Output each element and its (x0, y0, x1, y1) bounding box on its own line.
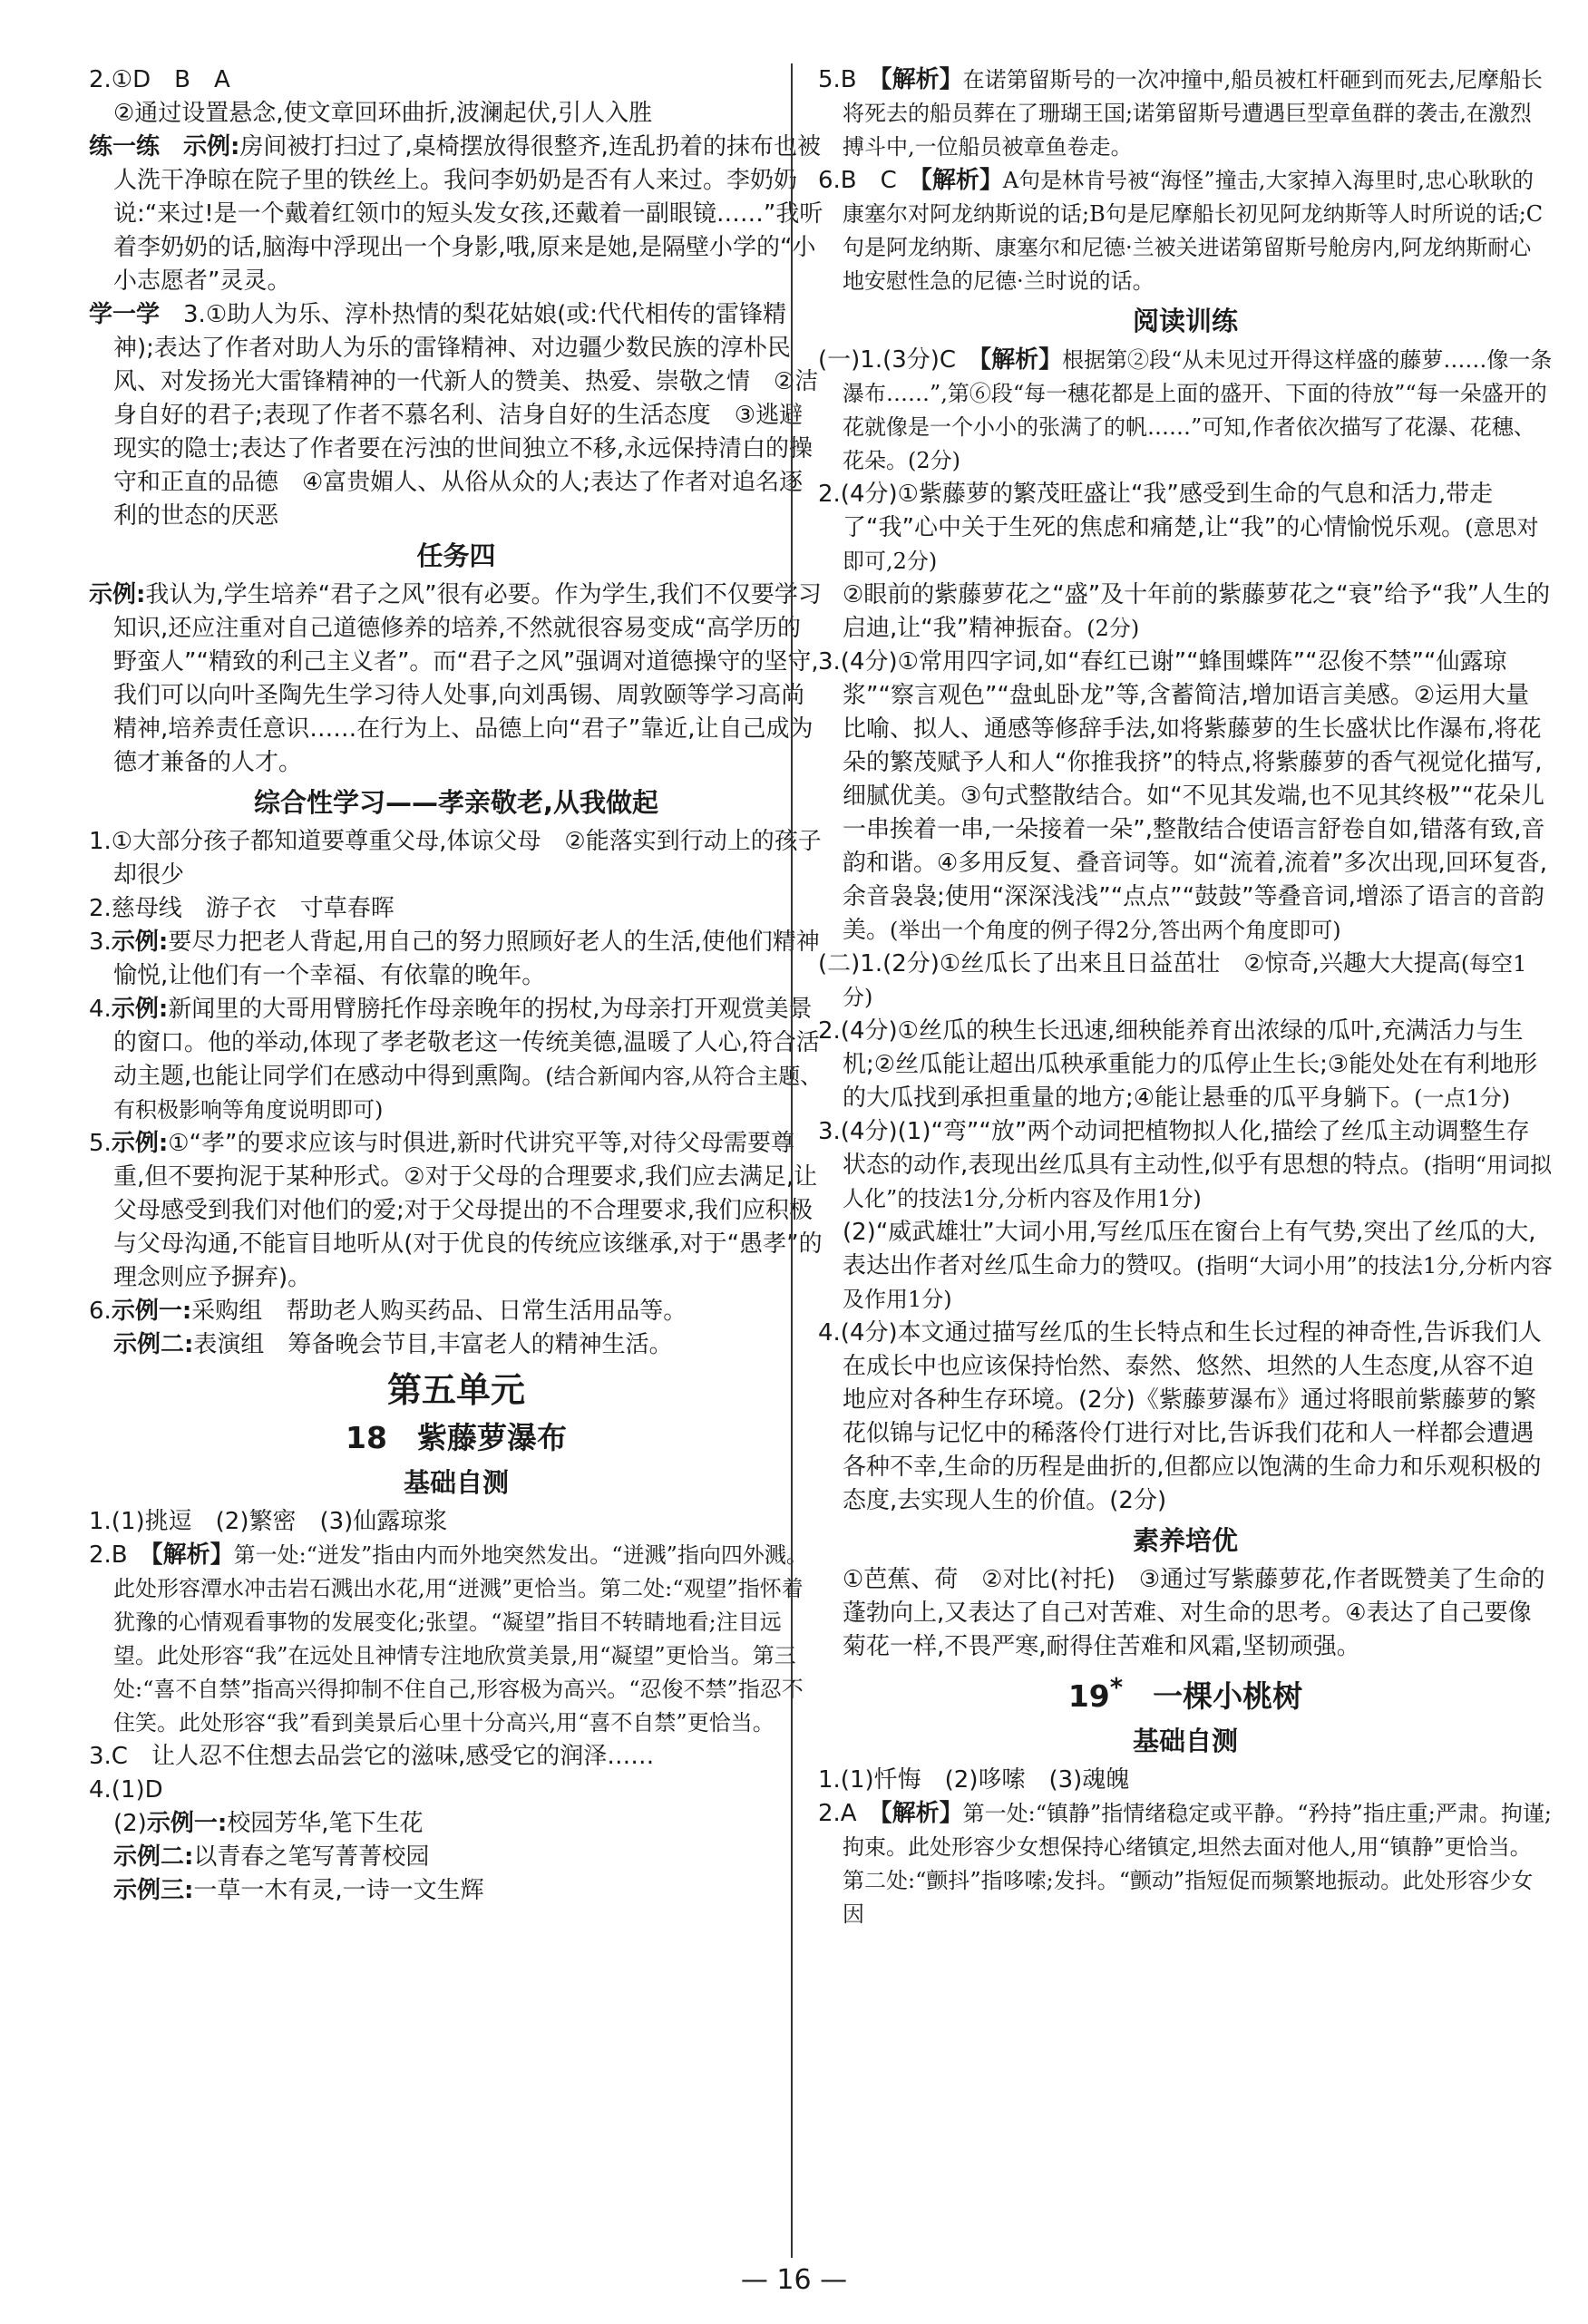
text-run: 2.①D B A (89, 66, 230, 93)
text-run: ②眼前的紫藤萝花之“盛”及十年前的紫藤萝花之“衰”给予“我”人生的启迪,让“我”精神振奋。 (843, 581, 1551, 642)
note-text: 根据第②段“从未见过开得这样盛的藤萝……像一条瀑布……”,第⑥段“每一穗花都是上面的盛开、下面的待放”“每一朵盛开的花就像是一个小小的张满了的帆……”可知,作者依次描写了花瀑、花穗、花朵。(2分) (843, 347, 1553, 473)
answer-item (89, 1127, 823, 1295)
text-run: 采购组 帮助老人购买药品、日常生活用品等。 (191, 1298, 687, 1325)
answer-continuation (89, 1841, 823, 1874)
bold-label: 【解析】 (920, 167, 1003, 194)
note-text: (指明“大词小用”的技法1分,分析内容及作用1分) (843, 1253, 1553, 1312)
text-run: 2.(4分)①紫藤萝的繁茂旺盛让“我”感受到生命的气息和活力,带走了“我”心中关于生死的焦虑和痛楚,让“我”的心情愉悦乐观。 (818, 481, 1494, 541)
text-run: 6.B C (818, 167, 921, 194)
answer-item (818, 948, 1553, 1015)
answer-item (818, 63, 1553, 164)
text-run: 4.(1)D (89, 1776, 163, 1804)
answer-item (818, 478, 1553, 579)
answer-item (89, 825, 823, 892)
text-run: (一)1.(3分)C (818, 346, 980, 374)
answer-item (89, 1295, 823, 1328)
bold-label: 示例: (183, 133, 240, 160)
note-text: A句是林肯号被“海怪”撞击,大家掉入海里时,忠心耿耿的康塞尔对阿龙纳斯说的话;B句是尼摩船长初见阿龙纳斯等人时所说的话;C句是阿龙纳斯、康塞尔和尼德·兰被关进诺第留斯号舱房内,阿龙纳斯耐心地安慰性急的尼德·兰时说的话。 (843, 168, 1544, 294)
answer-item (818, 1317, 1553, 1518)
bold-label: 示例二: (113, 1843, 194, 1871)
text-run: (二)1.(2分)①丝瓜长了出来且日益茁壮 ②惊奇,兴趣大大提高 (818, 950, 1461, 977)
text-run: 一棵小桃树 (1123, 1678, 1303, 1714)
section-heading (89, 1463, 823, 1502)
text-run: ②通过设置悬念,使文章回环曲折,波澜起伏,引人入胜 (113, 100, 653, 127)
text-run: 任务四 (416, 540, 496, 571)
answer-item (818, 344, 1553, 478)
text-run: (2) (113, 1810, 147, 1837)
lesson-title (818, 1666, 1553, 1718)
answer-continuation (89, 1874, 823, 1908)
text-run: ①芭蕉、荷 ②对比(衬托) ③通过写紫藤萝花,作者既赞美了生命的蓬勃向上,又表达了自己对苦难、对生命的思考。④表达了自己要像菊花一样,不畏严寒,耐得住苦难和风霜,坚韧顽强。 (843, 1566, 1545, 1660)
text-run: 3.(4分)(1)“弯”“放”两个动词把植物拟人化,描绘了丝瓜主动调整生存状态的动作,表现出丝瓜具有主动性,似乎有思想的特点。 (818, 1118, 1530, 1179)
section-heading (818, 301, 1553, 341)
right-column (818, 63, 1553, 1931)
bold-label: 示例二: (113, 1331, 194, 1358)
text-run: 基础自测 (1132, 1726, 1238, 1756)
bold-label: 示例一: (146, 1810, 228, 1837)
bold-label: 【解析】 (880, 1800, 963, 1827)
text-run: 4.(4分)本文通过描写丝瓜的生长特点和生长过程的神奇性,告诉我们人在成长中也应该保持怡然、泰然、悠然、坦然的人生态度,从容不迫地应对各种生存环境。(2分)《紫藤萝瀑布》通过将眼前紫藤萝的繁花似锦与记忆中的稀落伶仃进行对比,告诉我们花和人一样都会遭遇各种不幸,生命的历程是曲折的,但都应以饱满的生命力和乐观积极的态度,去实现人生的价值。(2分) (818, 1319, 1542, 1514)
text-run: 阅读训练 (1132, 306, 1238, 336)
text-run: 我认为,学生培养“君子之风”很有必要。作为学生,我们不仅要学习知识,还应注重对自己道德修养的培养,不然就很容易变成“高学历的野蛮人”“精致的利己主义者”。而“君子之风”强调对道德操守的坚守,我们可以向叶圣陶先生学习待人处事,向刘禹锡、周敦颐等学习高尚精神,培养责任意识……在行为上、品德上向“君子”靠近,让自己成为德才兼备的人才。 (113, 581, 822, 776)
text-run: 5.B (818, 66, 881, 93)
text-run: 2.(4分)①丝瓜的秧生长迅速,细秧能养育出浓绿的瓜叶,充满活力与生机;②丝瓜能让超出瓜秧承重能力的瓜停止生长;③能处处在有利地形的大瓜找到承担重量的地方;④能让悬垂的瓜平身躺下。 (818, 1017, 1538, 1112)
answer-item (818, 1764, 1553, 1797)
answer-item (89, 1539, 823, 1740)
bold-label: 示例: (111, 1130, 169, 1157)
text-run: 要尽力把老人背起,用自己的努力照顾好老人的生活,使他们精神愉悦,让他们有一个幸福、有依靠的晚年。 (113, 929, 820, 989)
answer-item (818, 646, 1553, 948)
answer-item (818, 1797, 1553, 1931)
text-run: (2)“威武雄壮”大词小用,写丝瓜压在窗台上有气势,突出了丝瓜的大,表达出作者对丝瓜生命力的赞叹。 (843, 1219, 1536, 1279)
note-text: (一点1分) (1414, 1085, 1511, 1111)
text-run: 综合性学习——孝亲敬老,从我做起 (253, 787, 659, 818)
section-heading (818, 1521, 1553, 1561)
page-number: — 16 — (740, 2264, 848, 2296)
text-run: 3.(4分)①常用四字词,如“春红已谢”“蜂围蝶阵”“忍俊不禁”“仙露琼浆”“察言观色”“盘虬卧龙”等,含蓄简洁,增加语言美感。②运用大量比喻、拟人、通感等修辞手法,如将紫藤萝的生长盛状比作瀑布,将花朵的繁茂赋予人和人“你推我挤”的特点,将紫藤萝的香气视觉化描写,细腻优美。③句式整散结合。如“不见其发端,也不见其终极”“花朵儿一串挨着一串,一朵接着一朵”,整散结合使语言舒卷自如,错落有致,音韵和谐。④多用反复、叠音词等。如“流着,流着”多次出现,回环复沓,余音袅袅;使用“深深浅浅”“点点”“鼓鼓”等叠音词,增添了语言的音韵美。 (818, 648, 1548, 944)
answer-continuation (89, 1328, 823, 1362)
text-run: 2.A (818, 1800, 881, 1827)
answer-continuation (89, 1807, 823, 1841)
text-run: 校园芳华,笔下生花 (227, 1810, 424, 1837)
note-text: 在诺第留斯号的一次冲撞中,船员被杠杆砸到而死去,尼摩船长将死去的船员葬在了珊瑚王国;诺第留斯号遭遇巨型章鱼群的袭击,在激烈搏斗中,一位船员被章鱼卷走。 (843, 67, 1543, 160)
bold-label: 练一练 (89, 133, 184, 160)
text-run: 基础自测 (403, 1467, 509, 1498)
note-text: (结合新闻内容,从符合主题、有积极影响等角度说明即可) (113, 1064, 823, 1123)
bold-label: 示例三: (113, 1877, 194, 1904)
note-text: (2分) (1086, 616, 1140, 641)
text-run: 3.C 让人忍不住想去品尝它的滋味,感受它的润泽…… (89, 1743, 655, 1770)
answer-item (89, 1740, 823, 1774)
answer-item (818, 164, 1553, 298)
text-run: 新闻里的大哥用臂膀托作母亲晚年的拐杖,为母亲打开观赏美景的窗口。他的举动,体现了孝老敬老这一传统美德,温暖了人心,符合活动主题,也能让同学们在感动中得到熏陶。 (113, 996, 820, 1090)
text-run: ①“孝”的要求应该与时俱进,新时代讲究平等,对待父母需要尊重,但不要拘泥于某种形式。②对于父母的合理要求,我们应去满足,让父母感受到我们对他们的爱;对于父母提出的不合理要求,我们应积极与父母沟通,不能盲目地听从(对于优良的传统应该继承,对于“愚孝”的理念则应予摒弃)。 (113, 1130, 823, 1291)
answer-continuation (818, 1216, 1553, 1317)
text-run: 3.①助人为乐、淳朴热情的梨花姑娘(或:代代相传的雷锋精神);表达了作者对助人为乐的雷锋精神、对边疆少数民族的淳朴民风、对发扬光大雷锋精神的一代新人的赞美、热爱、崇敬之情 ②洁身自好的君子;表现了作者不慕名利、洁身自好的生活态度 ③逃避现实的隐士;表达了作者要在污浊的世间独立不移,永远保持清白的操守和正直的品德 ④富贵媚人、从俗从众的人;表达了作者对追名逐利的世态的厌恶 (113, 301, 819, 530)
text-run: 房间被打扫过了,桌椅摆放得很整齐,连乱扔着的抹布也被人洗干净晾在院子里的铁丝上。我问李奶奶是否有人来过。李奶奶说:“来过!是一个戴着红领巾的短头发女孩,还戴着一副眼镜……”我听着李奶奶的话,脑海中浮现出一个身影,哦,原来是她,是隔壁小学的“小小志愿者”灵灵。 (113, 133, 823, 295)
bold-label: 学一学 (89, 301, 184, 328)
text-run: 2.B (89, 1541, 151, 1569)
answer-continuation (818, 579, 1553, 646)
answer-item (818, 1115, 1553, 1216)
bold-label: 示例: (89, 581, 146, 608)
note-text: 第一处:“镇静”指情绪稳定或平静。“矜持”指庄重;严肃。拘谨;拘束。此处形容少女想保持心绪镇定,坦然去面对他人,用“镇静”更恰当。第二处:“颤抖”指哆嗦;发抖。“颤动”指短促而频繁地振动。此处形容少女因 (843, 1801, 1552, 1927)
text-run: 素养培优 (1132, 1525, 1238, 1556)
answer-item (89, 926, 823, 993)
note-text: (举出一个角度的例子得2分,答出两个角度即可) (890, 918, 1341, 943)
text-run: 1.(1)忏悔 (2)哆嗦 (3)魂魄 (818, 1766, 1130, 1794)
note-text: (意思对即可,2分) (843, 515, 1539, 574)
note-text: 第一处:“迸发”指由内而外地突然发出。“迸溅”指向四外溅。此处形容潭水冲击岩石溅出水花,用“迸溅”更恰当。第二处:“观望”指怀着犹豫的心情观看事物的发展变化;张望。“凝望”指目不转睛地看;注目远望。此处形容“我”在远处且神情专注地欣赏美景,用“凝望”更恰当。第三处:“喜不自禁”指高兴得抑制不住自己,形容极为高兴。“忍俊不禁”指忍不住笑。此处形容“我”看到美景后心里十分高兴,用“喜不自禁”更恰当。 (113, 1542, 808, 1736)
column-divider (791, 63, 793, 2258)
section-heading (89, 536, 823, 576)
text-run: 表演组 筹备晚会节目,丰富老人的精神生活。 (193, 1331, 673, 1358)
answer-item (89, 63, 823, 97)
text-run: 19 (1067, 1678, 1110, 1714)
lesson-title (89, 1416, 823, 1460)
bold-label: 【解析】 (880, 66, 963, 93)
text-run: 18 紫藤萝瀑布 (346, 1420, 567, 1455)
answer-item (89, 1774, 823, 1807)
section-heading (818, 1721, 1553, 1761)
practice-paragraph (89, 298, 823, 533)
text-run: 第五单元 (386, 1370, 525, 1410)
practice-paragraph (89, 131, 823, 298)
unit-title (89, 1366, 823, 1415)
left-column (89, 63, 823, 1908)
practice-paragraph (89, 579, 823, 780)
answer-continuation (818, 1563, 1553, 1664)
bold-label: 示例: (111, 929, 169, 956)
text-run: 6. (89, 1298, 112, 1325)
answer-item (818, 1015, 1553, 1115)
section-heading (89, 783, 823, 822)
answer-continuation (89, 97, 823, 131)
text-run: 1.(1)挑逗 (2)繁密 (3)仙露琼浆 (89, 1508, 448, 1535)
bold-label: 【解析】 (979, 346, 1063, 374)
text-run: 3. (89, 929, 112, 956)
bold-label: 示例: (111, 996, 169, 1023)
answer-item (89, 993, 823, 1127)
text-run: 5. (89, 1130, 112, 1157)
answer-item (89, 1505, 823, 1539)
text-run: 4. (89, 996, 112, 1023)
note-text: (指明“用词拟人化”的技法1分,分析内容及作用1分) (843, 1152, 1553, 1211)
answer-item (89, 892, 823, 926)
text-run: 1.①大部分孩子都知道要尊重父母,体谅父母 ②能落实到行动上的孩子却很少 (89, 828, 822, 889)
text-run: 2.慈母线 游子衣 寸草春晖 (89, 895, 395, 922)
bold-label: 【解析】 (151, 1541, 234, 1569)
note-text: (每空1分) (843, 951, 1527, 1010)
text-run: 以青春之笔写菁菁校园 (193, 1843, 430, 1871)
text-run: * (1109, 1673, 1124, 1702)
bold-label: 示例一: (111, 1298, 192, 1325)
text-run: 一草一木有灵,一诗一文生辉 (193, 1877, 484, 1904)
